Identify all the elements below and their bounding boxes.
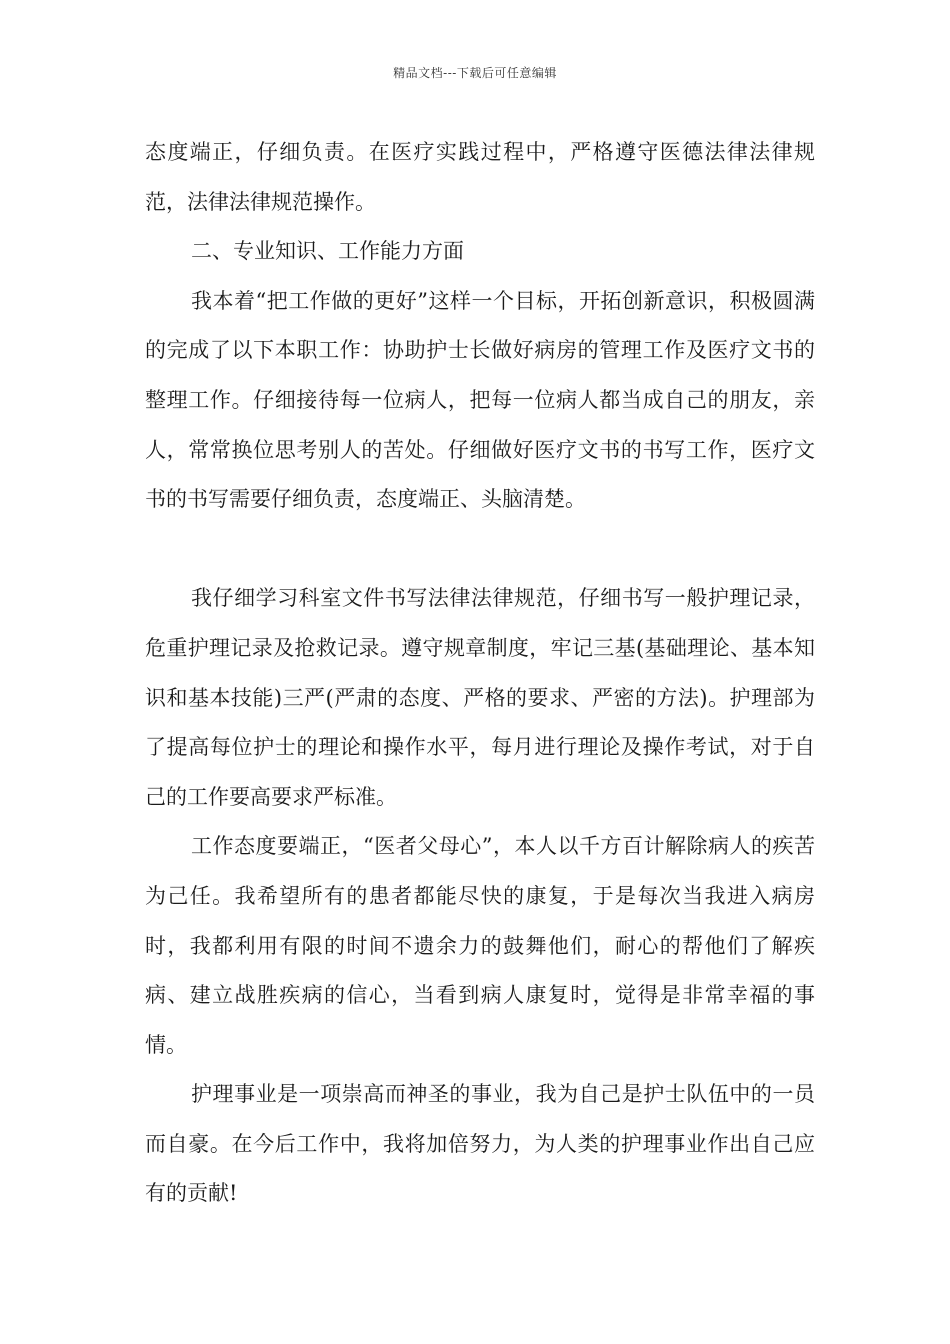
paragraph-continuation: 态度端正，仔细负责。在医疗实践过程中，严格遵守医德法律法律规范，法律法律规范操作。 <box>145 140 815 214</box>
section-heading: 二、专业知识、工作能力方面 <box>191 239 464 264</box>
paragraph: 我本着“把工作做的更好”这样一个目标，开拓创新意识，积极圆满的完成了以下本职工作：协助护士长做好病房的管理工作及医疗文书的整理工作。仔细接待每一位病人，把每一位病人都当成自己的朋友，亲人，常常换位思考别人的苦处。仔细做好医疗文书的书写工作，医疗文书的书写需要仔细负责，态度端正、头脑清楚。 <box>145 288 815 512</box>
paragraph: 我仔细学习科室文件书写法律法律规范，仔细书写一般护理记录，危重护理记录及抢救记录。遵守规章制度，牢记三基(基础理论、基本知识和基本技能)三严(严肃的态度、严格的要求、严密的方法)。护理部为了提高每位护士的理论和操作水平，每月进行理论及操作考试，对于自己的工作要高要求严标准。 <box>145 586 815 809</box>
paragraph: 工作态度要端正，“医者父母心”，本人以千方百计解除病人的疾苦为己任。我希望所有的患者都能尽快的康复，于是每次当我进入病房时，我都利用有限的时间不遗余力的鼓舞他们，耐心的帮他们了解疾病、建立战胜疾病的信心，当看到病人康复时，觉得是非常幸福的事情。 <box>145 834 815 1057</box>
paragraph: 护理事业是一项崇高而神圣的事业，我为自己是护士队伍中的一员而自豪。在今后工作中，我将加倍努力，为人类的护理事业作出自己应有的贡献! <box>145 1082 815 1206</box>
page-header: 精品文档---下载后可任意编辑 <box>393 66 557 80</box>
blank-line <box>145 525 815 575</box>
document-body <box>145 128 815 1219</box>
